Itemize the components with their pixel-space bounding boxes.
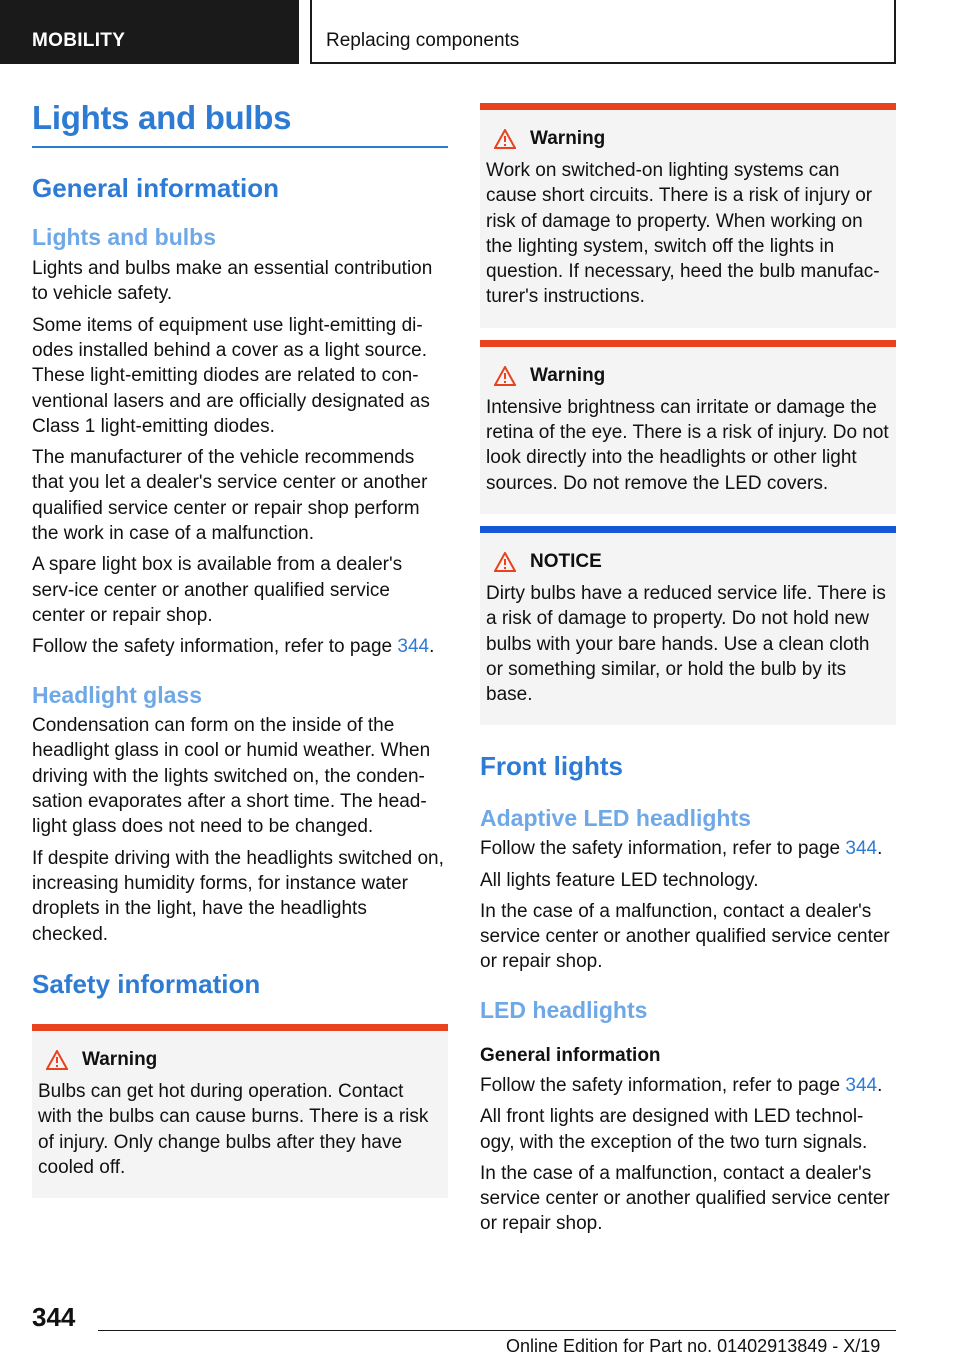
heading-headlight-glass: Headlight glass <box>32 681 202 708</box>
heading-adaptive-led-headlights: Adaptive LED headlights <box>480 804 751 831</box>
warning-text: Bulbs can get hot during operation. Contact with the bulbs can cause burns. There is a risk of injury. Only change bulbs after they have cooled off. <box>38 1080 429 1178</box>
warning-text: Work on switched-on lighting systems can cause short circuits. There is a risk of injury or risk of damage to property. When working on the lighting system, switch off the lights in question. If necessary, heed the bulb manufac-turer's instructions. <box>486 160 880 308</box>
paragraph-page-ref: Follow the safety information, refer to page 344. <box>480 1075 883 1096</box>
warning-triangle-icon <box>46 1050 68 1070</box>
heading-led-headlights: LED headlights <box>480 996 648 1023</box>
warning-triangle-icon <box>494 366 516 386</box>
header-section-tab <box>0 0 299 64</box>
paragraph: If despite driving with the headlights switched on, increasing humidity forms, for instance water droplets in the light, have the headlights checked. <box>32 847 444 945</box>
paragraph: In the case of a malfunction, contact a dealer's service center or another qualified service center or repair shop. <box>480 1162 890 1235</box>
heading-general-information: General information <box>32 173 280 204</box>
left-column <box>32 100 448 1198</box>
paragraph: A spare light box is available from a dealer's serv-ice center or another qualified service center or repair shop. <box>32 554 403 626</box>
warning-header: Warning <box>494 128 890 150</box>
footer-edition: Online Edition for Part no. 01402913849 - X/19 <box>506 1336 881 1356</box>
page-link[interactable]: 344 <box>397 636 430 658</box>
paragraph: Condensation can form on the inside of the headlight glass in cool or humid weather. When driving with the lights switched on, the conden-sation evaporates after a short time. The head-light glass does not need to be changed. <box>32 715 431 838</box>
page-link[interactable]: 344 <box>845 1075 878 1096</box>
footer-divider <box>98 1330 896 1331</box>
paragraph: All front lights are designed with LED technol-ogy, with the exception of the two turn signals. <box>480 1106 868 1153</box>
warning-text: Intensive brightness can irritate or damage the retina of the eye. There is a risk of injury. Do not look directly into the headlights or other light sources. Do not remove the LED covers. <box>486 396 889 494</box>
paragraph: Lights and bulbs make an essential contribution to vehicle safety. <box>32 258 433 305</box>
heading-front-lights: Front lights <box>480 751 623 782</box>
page-title: Lights and bulbs <box>32 100 448 148</box>
warning-box <box>480 340 896 514</box>
notice-text: Dirty bulbs have a reduced service life. There is a risk of damage to property. Do not hold new bulbs with your bare hands. Use a clean cloth or something similar, or hold the bulb by its base. <box>486 582 886 706</box>
warning-box <box>480 103 896 328</box>
paragraph: All lights feature LED technology. <box>480 869 759 891</box>
header-chapter-label: Replacing components <box>326 30 520 51</box>
page-number: 344 <box>32 1302 76 1332</box>
notice-header: NOTICE <box>494 551 890 573</box>
notice-box <box>480 526 896 725</box>
paragraph-page-ref: Follow the safety information, refer to page 344. <box>480 838 883 860</box>
warning-box <box>32 1024 448 1198</box>
header-chapter-tab <box>310 0 896 64</box>
warning-triangle-icon <box>494 129 516 149</box>
paragraph: Some items of equipment use light-emitting di-odes installed behind a cover as a light source. These light-emitting diodes are related to con-ventional lasers and are officially designated as Class 1 light-emitting diodes. <box>32 314 430 437</box>
warning-triangle-icon <box>494 552 516 572</box>
heading-safety-information: Safety information <box>32 968 261 999</box>
right-column <box>480 103 896 1237</box>
heading-general-information-sub: General information <box>480 1045 661 1067</box>
warning-header: Warning <box>494 365 890 387</box>
paragraph: In the case of a malfunction, contact a dealer's service center or another qualified service center or repair shop. <box>480 900 890 973</box>
page-link[interactable]: 344 <box>845 838 878 860</box>
warning-header: Warning <box>46 1049 442 1071</box>
paragraph-page-ref: Follow the safety information, refer to page 344. <box>32 636 435 658</box>
heading-lights-and-bulbs: Lights and bulbs <box>32 224 216 251</box>
header-section-label: MOBILITY <box>32 30 126 51</box>
paragraph: The manufacturer of the vehicle recommends that you let a dealer's service center or another qualified service center or repair shop perform the work in case of a malfunction. <box>32 447 428 545</box>
